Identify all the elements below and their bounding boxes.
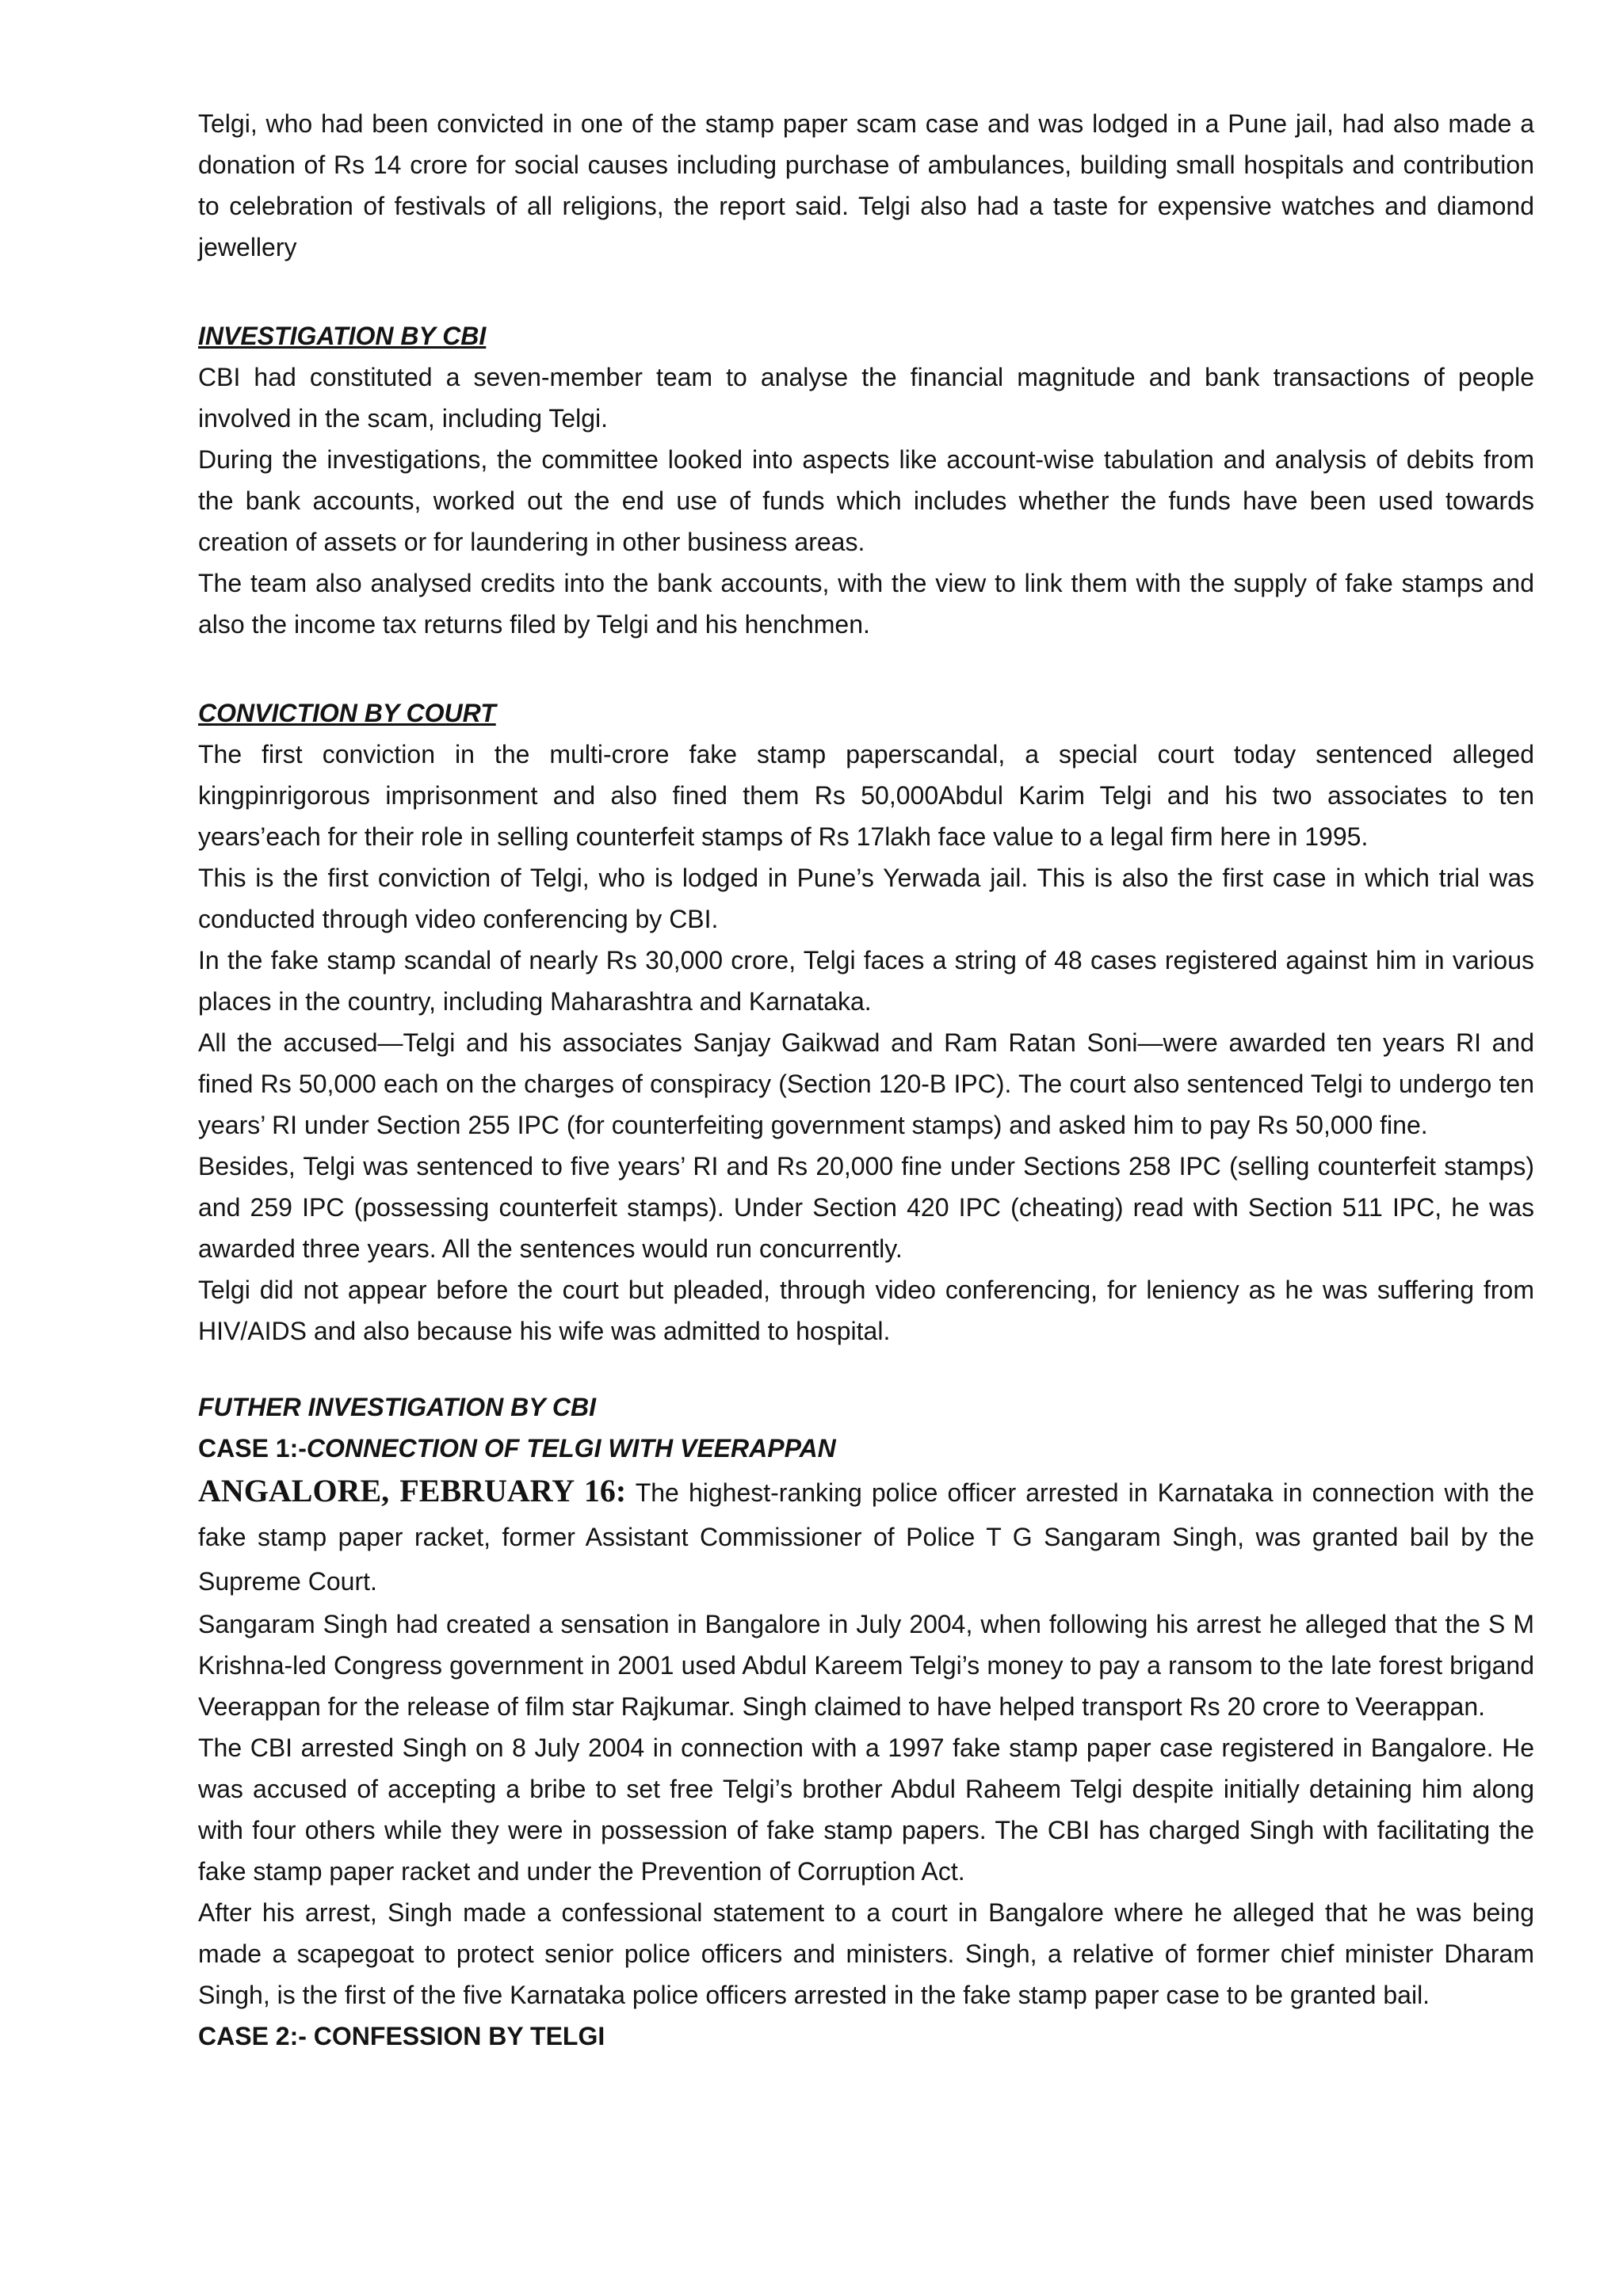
conviction-paragraph: In the fake stamp scandal of nearly Rs 30,000 crore, Telgi faces a string of 48 cases registered against him in various places in the country, including Maharashtra and Karnataka.: [198, 946, 1534, 1016]
document-body: [198, 103, 1534, 2057]
case-1-paragraph: The CBI arrested Singh on 8 July 2004 in connection with a 1997 fake stamp paper case registered in Bangalore. He was accused of accepting a bribe to set free Telgi’s brother Abdul Raheem Telgi despite initially detaining him along with four others while they were in possession of fake stamp papers. The CBI has charged Singh with facilitating the fake stamp paper racket and under the Prevention of Corruption Act.: [198, 1733, 1534, 1886]
conviction-paragraph: Telgi did not appear before the court but pleaded, through video conferencing, for leniency as he was suffering from HIV/AIDS and also because his wife was admitted to hospital.: [198, 1276, 1534, 1345]
conviction-paragraph: Besides, Telgi was sentenced to five years’ RI and Rs 20,000 fine under Sections 258 IPC (selling counterfeit stamps) and 259 IPC (possessing counterfeit stamps). Under Section 420 IPC (cheating) read with Section 511 IPC, he was awarded three years. All the sentences would run concurrently.: [198, 1152, 1534, 1263]
case-2-heading: CASE 2:- CONFESSION BY TELGI: [198, 2022, 605, 2050]
conviction-paragraph: This is the first conviction of Telgi, who is lodged in Pune’s Yerwada jail. This is also the first case in which trial was conducted through video conferencing by CBI.: [198, 864, 1534, 933]
case-1-prefix: CASE 1:-: [198, 1434, 307, 1463]
case-1-paragraph: After his arrest, Singh made a confessional statement to a court in Bangalore where he alleged that he was being made a scapegoat to protect senior police officers and ministers. Singh, a relative of former chief minister Dharam Singh, is the first of the five Karnataka police officers arrested in the fake stamp paper case to be granted bail.: [198, 1898, 1534, 2009]
conviction-paragraph: All the accused—Telgi and his associates Sanjay Gaikwad and Ram Ratan Soni—were awarded ten years RI and fined Rs 50,000 each on the charges of conspiracy (Section 120-B IPC). The court also sentenced Telgi to undergo ten years’ RI under Section 255 IPC (for counterfeiting government stamps) and asked him to pay Rs 50,000 fine.: [198, 1028, 1534, 1139]
heading-conviction-by-court: CONVICTION BY COURT: [198, 699, 496, 727]
dateline: ANGALORE, FEBRUARY 16:: [198, 1473, 627, 1508]
case-1-lead-paragraph: [198, 1469, 1534, 1604]
case-1-title: CONNECTION OF TELGI WITH VEERAPPAN: [306, 1434, 836, 1463]
investigation-paragraph: The team also analysed credits into the bank accounts, with the view to link them with the supply of fake stamps and also the income tax returns filed by Telgi and his henchmen.: [198, 569, 1534, 639]
conviction-paragraph: The first conviction in the multi-crore fake stamp paperscandal, a special court today sentenced alleged kingpinrigorous imprisonment and also fined them Rs 50,000Abdul Karim Telgi and his two associates to ten years’each for their role in selling counterfeit stamps of Rs 17lakh face value to a legal firm here in 1995.: [198, 740, 1534, 851]
investigation-paragraph: During the investigations, the committee looked into aspects like account-wise tabulation and analysis of debits from the bank accounts, worked out the end use of funds which includes whether the funds have been used towards creation of assets or for laundering in other business areas.: [198, 445, 1534, 556]
case-1-paragraph: Sangaram Singh had created a sensation in Bangalore in July 2004, when following his arrest he alleged that the S M Krishna-led Congress government in 2001 used Abdul Kareem Telgi’s money to pay a ransom to the late forest brigand Veerappan for the release of film star Rajkumar. Singh claimed to have helped transport Rs 20 crore to Veerappan.: [198, 1610, 1534, 1721]
case-1-heading: [198, 1428, 1534, 1469]
investigation-paragraph: CBI had constituted a seven-member team to analyse the financial magnitude and bank transactions of people involved in the scam, including Telgi.: [198, 363, 1534, 433]
heading-further-investigation: FUTHER INVESTIGATION BY CBI: [198, 1393, 596, 1421]
intro-paragraph: Telgi, who had been convicted in one of the stamp paper scam case and was lodged in a Pune jail, had also made a donation of Rs 14 crore for social causes including purchase of ambulances, building small hospitals and contribution to celebration of festivals of all religions, the report said. Telgi also had a taste for expensive watches and diamond jewellery: [198, 109, 1534, 261]
lead-text: The highest-ranking police officer arrested in Karnataka in connection with the fake stamp paper racket, former Assistant Commissioner of Police T G Sangaram Singh, was granted bail by the Supreme Court.: [198, 1478, 1535, 1596]
heading-investigation-by-cbi: INVESTIGATION BY CBI: [198, 322, 487, 350]
